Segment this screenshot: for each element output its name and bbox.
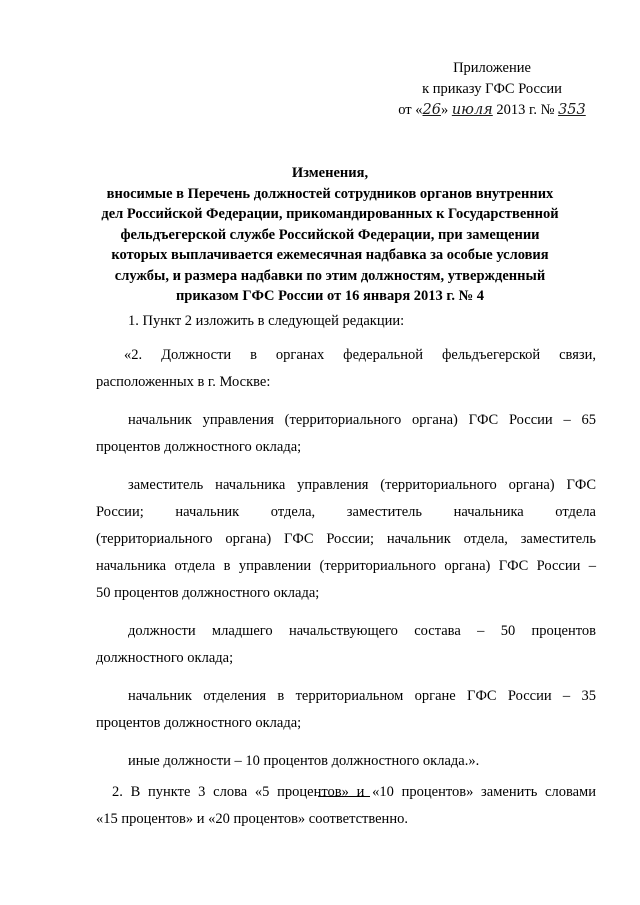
item-1-intro: 1. Пункт 2 изложить в следующей редакции: — [128, 313, 405, 329]
title-line: вносимые в Перечень должностей сотрудников органов внутренних — [106, 185, 554, 202]
paragraph-junior-staff: должности младшего начальствующего состава – 50 процентов должностного оклада; — [96, 623, 596, 666]
title-line: приказом ГФС России от 16 января 2013 г. № 4 — [175, 288, 485, 304]
document-title — [80, 163, 580, 307]
paragraph-positions-moscow: «2. Должности в органах федеральной фельдъегерской связи, расположенных в г. Москве: — [96, 347, 596, 390]
paragraph-other-positions: иные должности – 10 процентов должностного оклада.». — [128, 753, 480, 769]
title-line: службы, и размера надбавки по этим должностям, утвержденный — [114, 267, 546, 284]
paragraph-head-of-department: начальник управления (территориального органа) ГФС России – 65 процентов должностного оклада; — [96, 412, 596, 455]
closing-divider — [318, 796, 370, 797]
paragraph-section-head: начальник отделения в территориальном органе ГФС России – 35 процентов должностного оклада; — [96, 688, 596, 731]
handwritten-number: 353 — [558, 102, 586, 118]
appendix-date-number: от «26» июля 2013 г. № 353 — [398, 102, 586, 118]
title-line: которых выплачивается ежемесячная надбавка за особые условия — [111, 247, 549, 263]
item-2: 2. В пункте 3 слова «5 процентов» и «10 процентов» заменить словами «15 процентов» и «20 процентов» соответственно. — [96, 784, 596, 827]
handwritten-month: июля — [451, 102, 493, 118]
title-heading: Изменения, — [291, 165, 369, 181]
handwritten-day: 26 — [422, 102, 441, 118]
appendix-order-ref: к приказу ГФС России — [422, 81, 562, 97]
title-line: фельдъегерской службе Российской Федерации, при замещении — [120, 226, 540, 243]
document-body — [96, 311, 596, 833]
appendix-label: Приложение — [453, 60, 531, 76]
title-line: дел Российской Федерации, прикомандированных к Государственной — [101, 206, 559, 222]
appendix-header — [372, 58, 612, 121]
paragraph-deputies: заместитель начальника управления (территориального органа) ГФС России; начальник отдела, заместитель начальника отдела (территориального органа) ГФС России; начальник отдела, заместитель начальника отдела в управлении (территориального органа) ГФС России – 50 процентов должностного оклада; — [96, 477, 596, 601]
